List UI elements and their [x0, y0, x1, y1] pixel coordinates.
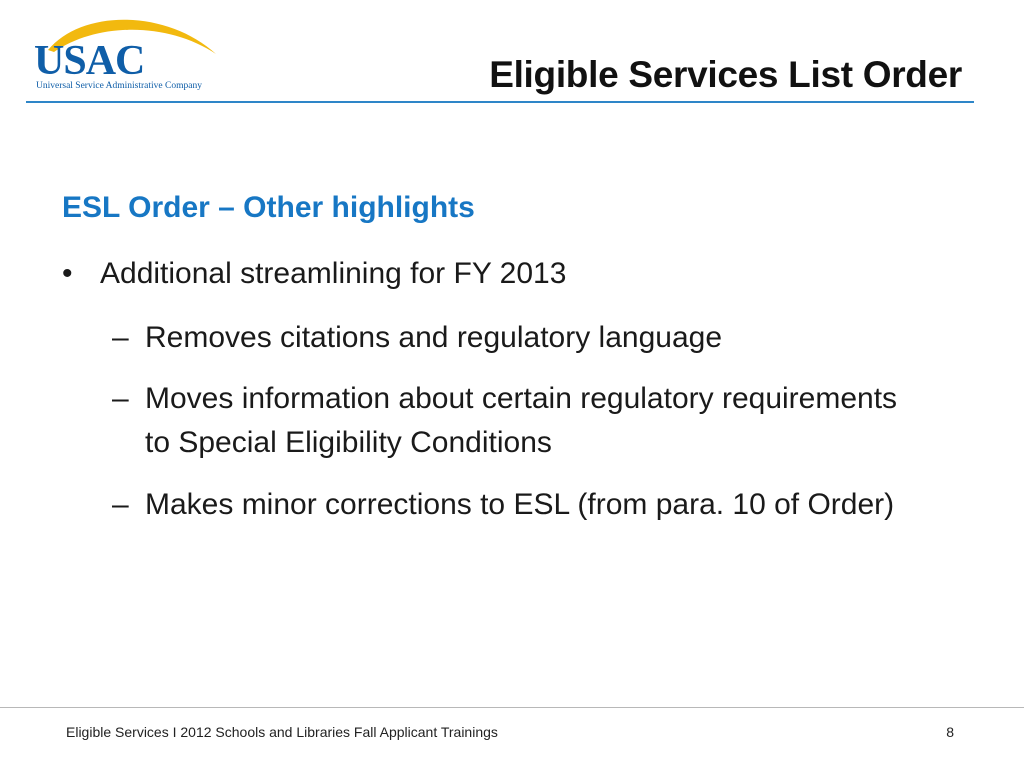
footer-text: Eligible Services I 2012 Schools and Libraries Fall Applicant Trainings: [66, 724, 498, 740]
page-number: 8: [946, 724, 954, 740]
bullet-marker: •: [62, 257, 73, 290]
bullet-text: Additional streamlining for FY 2013: [100, 257, 567, 290]
usac-logo: [28, 14, 228, 94]
logo-wordmark: USAC: [34, 38, 145, 84]
sub-bullet-text: Removes citations and regulatory language: [145, 321, 723, 354]
sub-bullet-marker: –: [112, 488, 129, 521]
title-divider: [26, 101, 974, 103]
sub-bullet-text: Makes minor corrections to ESL (from para. 10 of Order): [145, 488, 895, 521]
sub-bullet-marker: –: [112, 382, 129, 415]
slide-subtitle: ESL Order – Other highlights: [62, 191, 475, 224]
sub-bullet-marker: –: [112, 321, 129, 354]
sub-bullet-text: Moves information about certain regulatory requirements to Special Eligibility Conditions: [145, 382, 898, 459]
logo-tagline: Universal Service Administrative Company: [36, 81, 202, 91]
slide-title: Eligible Services List Order: [489, 54, 962, 95]
footer-divider: [0, 707, 1024, 708]
